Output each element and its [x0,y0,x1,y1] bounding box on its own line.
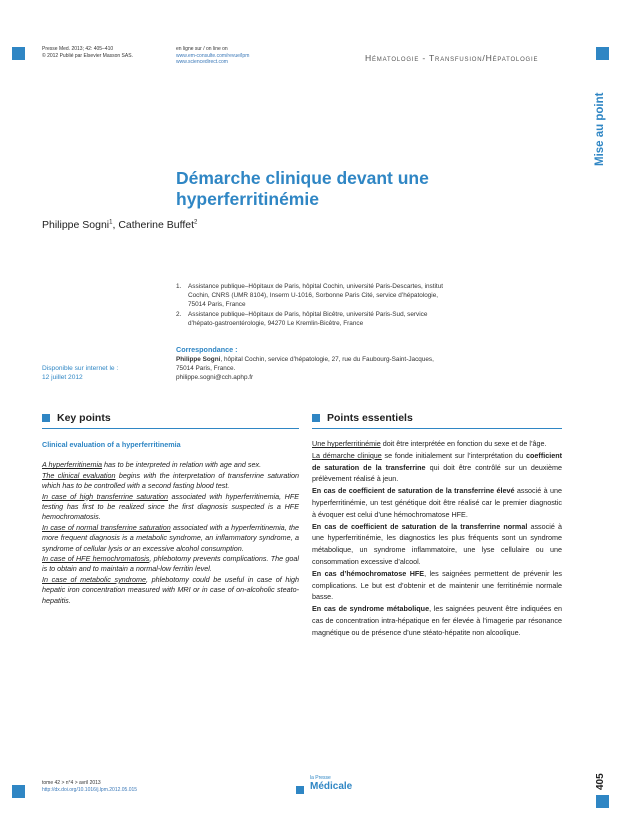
point-essentiel-item: En cas de coefficient de saturation de la transferrine élevé associé à une hyperferritinémie, un test génétique doit être réalisé car le premier diagnostic à évoquer est celui d’une hémochromatose HFE. [312,486,562,519]
corner-square-top-right [596,47,609,60]
key-point-item: A hyperferritinemia has to be interpreted in relation with age and sex. [42,460,262,470]
author-separator: , [112,219,119,231]
publisher-copyright: © 2012 Publié par Elsevier Masson SAS. [42,53,133,59]
author-affiliation-ref: 2 [194,219,198,226]
point-essentiel-item: En cas de coefficient de saturation de la transferrine normal associé à une hyperferritinémie, les diagnostics les plus fréquents sont un syndrome métabolique, un syndrome inflammatoire, une lyse cellulaire ou une consommation excessive d’alcool. [312,521,562,566]
correspondence-text [176,355,448,383]
point-essentiel-item: En cas de syndrome métabolique, les saignées peuvent être indiquées en cas de concentration intra-hépatique en fer élevée à l’imagerie par résonance magnétique ou de présence d’une stéato-hépatite non alcoolique. [312,604,562,637]
key-points-body [42,440,299,606]
point-essentiel-item: La démarche clinique se fonde initialement sur l’interprétation du coefficient de saturation de la transferrine qui doit être contrôlé sur un deuxième prélèvement réalisé à jeun. [312,450,562,484]
journal-logo-small: la Presse [310,775,331,781]
affiliations [176,282,448,328]
volume-issue: tome 42 > n°4 > avril 2013 [42,780,101,786]
author-affiliation-ref: 1 [109,219,113,226]
points-essentiels-title: Points essentiels [312,412,413,424]
author-list [42,219,197,231]
journal-logo [310,775,352,793]
article-title-line1: Démarche clinique devant une [176,168,429,188]
author-name: Catherine Buffet [118,219,195,231]
points-essentiels-rule [312,428,562,429]
key-point-item: In case of metabolic syndrome, phlebotomy could be useful in case of high hepatic iron concentration measured with MRI or in case of on-alcoholic steato-hepatitis. [42,574,299,605]
section-heading: Hématologie - Transfusion/Hépatologie [365,53,539,63]
corner-square-bottom-left [12,785,25,798]
footer-logo-square [296,786,304,794]
affiliation-text: Assistance publique–Hôpitaux de Paris, hôpital Cochin, université Paris-Descartes, institut Cochin, CNRS (UMR 8104), Inserm U-1016, Sorbonne Paris Cité, service d’hépatologie, 75014 Paris, France [188,283,444,309]
points-essentiels-body [312,438,562,639]
affiliation-text: Assistance publique–Hôpitaux de Paris, hôpital Bicêtre, université Paris-Sud, service d’hépato-gastroentérologie, 94270 Le Kremlin-Bicêtre, France [188,310,428,327]
availability-value: 12 juillet 2012 [42,374,83,382]
affiliation-item [176,282,448,310]
corner-square-top-left [12,47,25,60]
journal-logo-big: Médicale [310,781,353,792]
availability-date [42,364,118,383]
doi-link[interactable]: http://dx.doi.org/10.1016/j.lpm.2012.05.015 [42,787,138,793]
point-essentiel-item: En cas d’hémochromatose HFE, les saignées permettent de prévenir les complications. Le but est d’obtenir et de maintenir une ferritinémie normale basse. [312,568,562,602]
point-essentiel-item: Une hyperferritinémie doit être interprétée en fonction du sexe et de l’âge. [312,439,547,448]
affiliation-number: 1. [176,283,182,290]
key-points-subtitle: Clinical evaluation of a hyperferritinemia [42,440,181,449]
key-points-title: Key points [42,412,111,424]
affiliation-number: 2. [176,310,182,318]
sciencedirect-link[interactable]: www.sciencedirect.com [176,59,228,65]
article-title [176,168,476,210]
key-point-item: The clinical evaluation begins with the interpretation of transferrine saturation which has to be controlled with a second fasting blood test. [42,470,300,491]
corner-square-bottom-right [596,795,609,808]
author-name: Philippe Sogni [42,219,110,231]
online-label: en ligne sur / on line on [176,46,228,52]
section-marker-square [312,414,320,422]
correspondent-email-link[interactable]: philippe.sogni@cch.aphp.fr [176,374,254,382]
key-point-item: In case of high transferrine saturation associated with hyperferritinemia, HFE testing has first to be realized since the first diagnosis suspected is a HFE hemochromatosis. [42,491,300,522]
affiliation-item [176,310,448,328]
article-title-line2: hyperferritinémie [176,189,319,209]
section-marker-square [42,414,50,422]
key-points-rule [42,428,299,429]
side-label-mise-au-point: Mise au point [594,92,606,166]
correspondent-address: , hôpital Cochin, service d’hépatologie, 27, rue du Faubourg-Saint-Jacques, 75014 Paris, France. [176,356,434,373]
key-point-item: In case of HFE hemochromatosis, phlebotomy prevents complications. The goal is to obtain and to maintain a normal-low ferritin level. [42,554,299,574]
page-number: 405 [595,773,606,790]
correspondence-heading: Correspondance : [176,345,238,354]
availability-label: Disponible sur internet le : [42,365,119,372]
correspondent-name: Philippe Sogni [176,356,221,363]
journal-citation: Presse Med. 2013; 42: 405–410 [42,46,114,52]
journal-url-link[interactable]: www.em-consulte.com/revue/lpm [176,53,250,59]
key-point-item: In case of normal transferrine saturation associated with a hyperferritinemia, the more frequent diagnosis is a metabolic syndrome, an inflammatory syndrome, a syndrome of cellular lysis or an excessive alcohol consumption. [42,522,299,553]
